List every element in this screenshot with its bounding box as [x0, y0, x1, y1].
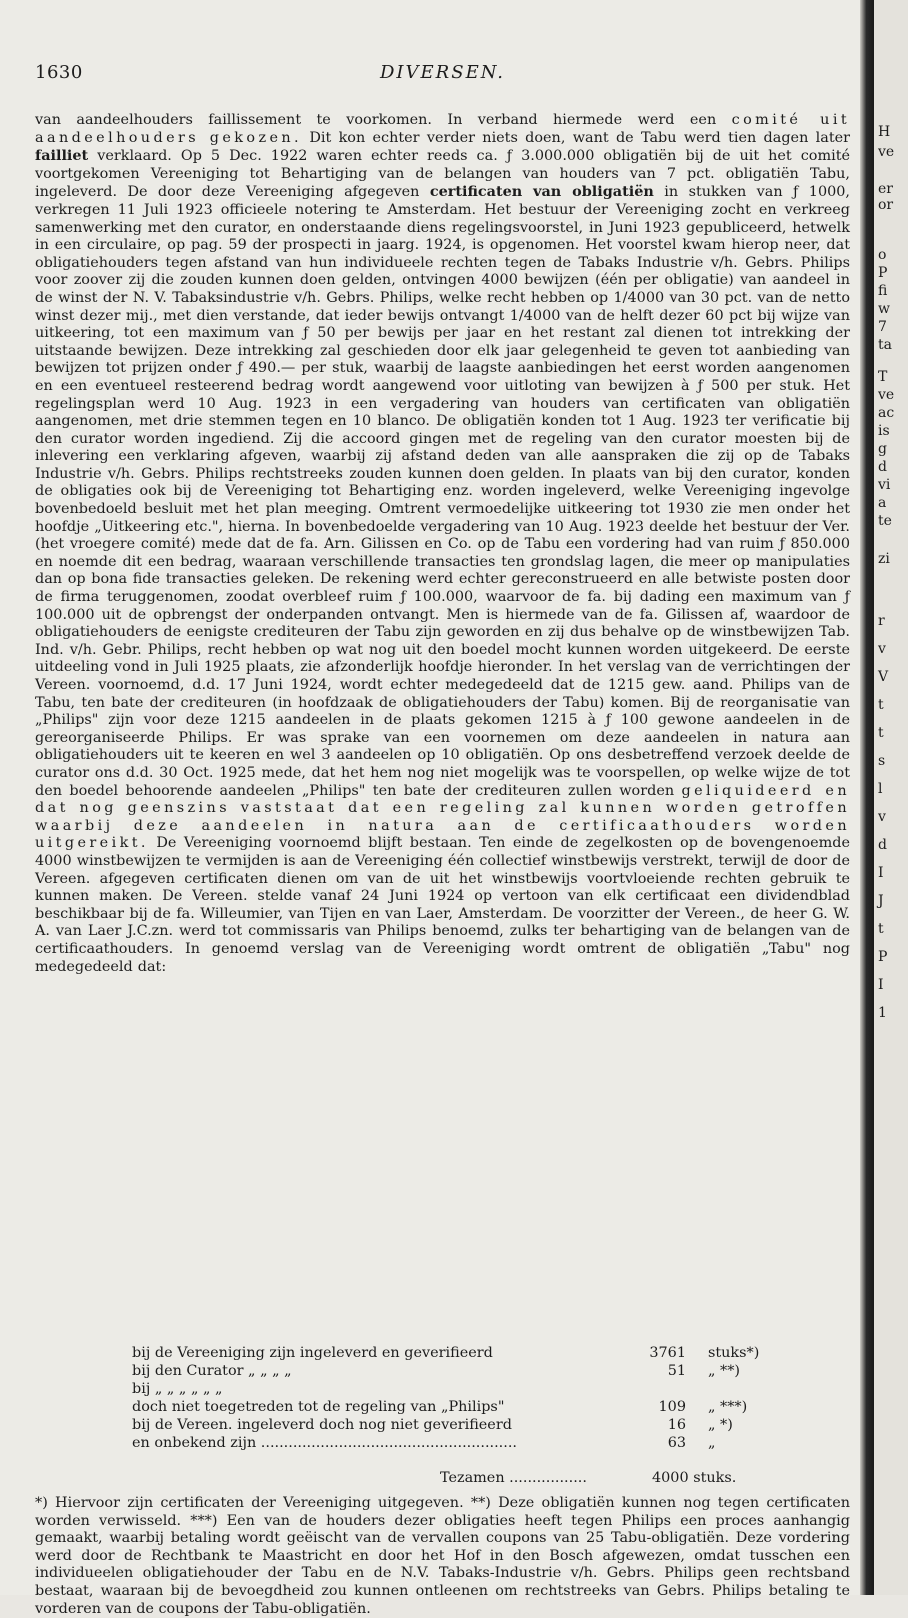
adjacent-page-fragment: P	[878, 265, 888, 281]
footnotes	[35, 1495, 850, 1618]
adjacent-page-fragment: t	[878, 697, 884, 713]
adjacent-page-fragment: d	[878, 459, 887, 475]
tally-label: en onbekend zijn ........................................................	[132, 1435, 517, 1451]
adjacent-page-fragment: g	[878, 441, 887, 457]
tally-row	[0, 1363, 868, 1381]
adjacent-page-fragment: 7	[878, 319, 887, 335]
adjacent-page-fragment: r	[878, 613, 885, 629]
tally-unit: „	[708, 1435, 716, 1451]
adjacent-page-fragment: ac	[878, 405, 895, 421]
adjacent-page-fragment: v	[878, 641, 886, 657]
adjacent-page-fragment: w	[878, 301, 890, 317]
running-title: DIVERSEN.	[380, 62, 506, 83]
tally-row	[0, 1345, 868, 1363]
adjacent-page-fragment: ta	[878, 337, 892, 353]
body-text-part: De Vereeniging voornoemd blijft bestaan. Ten einde de zegelkosten op de bovengenoemde 4000 winstbewijzen te vermijden is aan de Vereeniging één collectief winstbewijs verstrekt, terwijl de door de Vereen. afgegeven certificaten dienen om van de uit het winstbewijs voortvloeiende rechten gebruik te kunnen maken. De Vereen. stelde vanaf 24 Juni 1924 op vertoon van elk certificaat een dividendblad beschikbaar bij de fa. Willeumier, van Tijen en van Laer, Amsterdam. De voorzitter der Vereen., de heer G. W. A. van Laer J.C.zn. werd tot commissaris van Philips benoemd, zulks ter behartiging van de belangen van de certificaathouders. In genoemd verslag van de Vereeniging wordt omtrent de obligatiën „Tabu" nog medegedeeld dat:	[35, 835, 851, 975]
tally-unit: „ *)	[708, 1417, 733, 1433]
adjacent-page-fragment: I	[878, 977, 884, 993]
adjacent-page-fragment: a	[878, 495, 887, 511]
bold-certificaten: certificaten van obligatiën	[429, 183, 654, 201]
adjacent-page-fragment: 1	[878, 1005, 887, 1021]
tally-row	[0, 1417, 868, 1435]
footnote-text: *) Hiervoor zijn certificaten der Vereeniging uitgegeven. **) Deze obligatiën kunnen nog tegen certificaten worden verwisseld. ***) Een van de houders dezer obligaties heeft tegen Philips een proces aanhangig gemaakt, waarbij betaling wordt geëischt van de vervallen coupons van 25 Tabu-obligatiën. Deze vordering werd door de Rechtbank te Maastricht en door het Hof in den Bosch afgewezen, omdat tusschen een individueelen obligatiehouder der Tabu en de N.V. Tabaks-Industrie v/h. Gebrs. Philips geen rechtsband bestaat, waaraan bij de bevoegdheid zou kunnen ontleenen om rechtstreeks van Gebrs. Philips betaling te vorderen van de coupons der Tabu-obligatiën.	[35, 1495, 850, 1617]
tally-count: 51	[667, 1363, 686, 1379]
adjacent-page-fragment: v	[878, 809, 886, 825]
adjacent-page-fragment: zi	[878, 551, 890, 567]
adjacent-page-fragment: l	[878, 781, 883, 797]
adjacent-page-fragment: I	[878, 865, 884, 881]
tally-unit: „ ***)	[708, 1399, 748, 1415]
adjacent-page-fragment: t	[878, 921, 884, 937]
body-text-part: in stukken van ƒ 1000, verkregen 11 Juli 1923 officieele notering te Amsterdam. Het bestuur der Vereeniging zocht en verkreeg samenwerking met den curator, en onderstaande diens regelingsvoorstel, in Juni 1923 gepubliceerd, hetwelk in een circulaire, op pag. 59 der prospecti in jaarg. 1924, is opgenomen. Het voorstel kwam hierop neer, dat obligatiehouders tegen afstand van hun individueele rechten tegen de Tabaks Industrie v/h. Gebrs. Philips voor zoover zij die zouden kunnen doen gelden, ontvingen 4000 bewijzen (één per obligatie) van aandeel in de winst der N. V. Tabaksindustrie v/h. Gebrs. Philips, welke recht hebben op 1/4000 van 30 pct. van de netto winst dezer mij., met dien verstande, dat ieder bewijs ontvangt 1/4000 van de helft dezer 60 pct bij wijze van uitkeering, tot een maximum van ƒ 50 per bewijs per jaar en het restant zal dienen tot intrekking der uitstaande bewijzen. Deze intrekking zal geschieden door elk jaar gelegenheid te geven tot aanbieding van bewijzen tot prijzen onder ƒ 490.— per stuk, waarbij de laagste aanbiedingen het eerst worden aangenomen en een eventueel resteerend bedrag wordt aangewend voor uitloting van bewijzen à ƒ 500 per stuk. Het regelingsplan werd 10 Aug. 1923 in een vergadering van houders van certificaten van obligatiën aangenomen, met drie stemmen tegen en 10 blanco. De obligatiën konden tot 1 Aug. 1923 ter verificatie bij den curator worden ingediend. Zij die accoord gingen met de regeling van den curator moesten bij de inlevering een verklaring afgeven, waarbij zij afstand deden van alle aanspraken die zij op de Tabaks Industrie v/h. Gebrs. Philips rechtstreeks zouden kunnen doen gelden. In plaats van bij den curator, konden de obligaties ook bij de Vereeniging tot Behartiging enz. worden ingeleverd, welke Vereeniging ingevolge bovenbedoeld besluit met het plan meeging. Omtrent vermoedelijke uitkeering tot 1930 zie men onder het hoofdje „Uitkeering etc.", hierna. In bovenbedoelde vergadering van 10 Aug. 1923 deelde het bestuur der Ver. (het vroegere comité) mede dat de fa. Arn. Gilissen en Co. op de Tabu een vordering had van ruim ƒ 850.000 en noemde dit een bedrag, waaraan verschillende transacties ten grondslag lagen, die meer op manipulaties dan op bona fide transacties geleken. De rekening werd echter gereconstrueerd en alle betwiste posten door de firma teruggenomen, zoodat overbleef ruim ƒ 100.000, waarvoor de fa. bij dading een maximum van ƒ 100.000 uit de opbrengst der onderpanden ontvangt. Men is hiermede van de fa. Gilissen af, waardoor de obligatiehouders de eenigste crediteuren der Tabu zijn geworden en zij dus behalve op de winstbewijzen Tab. Ind. v/h. Gebr. Philips, recht hebben op wat nog uit den boedel mocht kunnen worden uitgekeerd. De eerste uitdeeling vond in Juli 1925 plaats, zie afzonderlijk hoofdje hieronder. In het verslag van de verrichtingen der Vereen. voornoemd, d.d. 17 Juni 1924, wordt echter medegedeeld dat de 1215 gew. aand. Philips van de Tabu, ten bate der crediteuren (in hoofdzaak de obligatiehouders der Tabu) komen. Bij de reorganisatie van „Philips" zijn voor deze 1215 aandeelen in de plaats gekomen 1215 à ƒ 100 gewone aandeelen in de gereorganiseerde Philips. Er was sprake van een voornemen om deze aandeelen in natura aan obligatiehouders uit te keeren en wel 3 aandeelen op 10 obligatiën. Op ons desbetreffend verzoek deelde de curator ons d.d. 30 Oct. 1925 mede, dat het hem nog niet mogelijk was te voorspellen, op welke wijze de tot den boedel behoorende aandeelen „Philips" ten bate der crediteuren zullen worden	[35, 184, 851, 799]
adjacent-page-fragment: d	[878, 837, 887, 853]
tally-count: 109	[658, 1399, 686, 1415]
bold-failliet: failliet	[35, 147, 89, 165]
adjacent-page-fragment: V	[878, 669, 889, 685]
body-text-part: Dit kon echter verder niets doen, want de Tabu werd tien dagen later	[309, 129, 851, 146]
adjacent-page-fragment: J	[878, 893, 884, 909]
adjacent-page-fragment: T	[878, 369, 888, 385]
adjacent-page-fragment: P	[878, 949, 888, 965]
tally-label: bij den Curator „ „ „ „	[132, 1363, 292, 1379]
adjacent-page-fragment: t	[878, 725, 884, 741]
adjacent-page-fragment: er	[878, 181, 893, 197]
tally-row	[0, 1399, 868, 1417]
adjacent-page-fragment: te	[878, 513, 892, 529]
page-number: 1630	[35, 62, 83, 83]
adjacent-page-fragment: ve	[878, 387, 895, 403]
body-paragraph	[35, 112, 850, 976]
body-text-part: van aandeelhouders faillissement te voorkomen. In verband hiermede werd een	[35, 112, 717, 128]
tally-label: doch niet toegetreden tot de regeling van „Philips"	[132, 1399, 505, 1415]
adjacent-page-fragment: H	[878, 124, 891, 140]
adjacent-page-fragment: ve	[878, 144, 895, 160]
adjacent-page-fragment: s	[878, 753, 886, 769]
body-text-part: verklaard. Op 5 Dec. 1922 waren echter reeds ca. ƒ 3.000.000 obligatiën bij de uit het comité voortgekomen Vereeniging tot Behartiging van de belangen van houders van 7 pct. obligatiën Tabu, ingeleverd. De door deze Vereeniging afgegeven	[35, 148, 850, 201]
adjacent-page-fragment: fi	[878, 283, 888, 299]
tally-count: 63	[667, 1435, 686, 1451]
spaced-committee-text: comité uit aandeelhouders gekozen.	[35, 112, 851, 146]
adjacent-page-fragment: o	[878, 247, 887, 263]
tally-label: bij „ „ „ „ „ „	[132, 1381, 223, 1397]
adjacent-page-fragment: vi	[878, 477, 891, 493]
adjacent-page-strip	[874, 0, 908, 1595]
tally-unit: stuks*)	[708, 1345, 760, 1361]
page-gutter-shadow	[860, 0, 874, 1595]
tally-count: 3761	[649, 1345, 686, 1361]
tally-total-value: 4000 stuks.	[652, 1470, 737, 1486]
body-text	[35, 112, 850, 976]
tally-row	[0, 1381, 868, 1399]
tally-label: bij de Vereeniging zijn ingeleverd en geverifieerd	[132, 1345, 493, 1361]
spaced-sentence: geliquideerd en dat nog geenszins vaststaat dat een regeling zal kunnen worden getroffen waarbij deze aandeelen in natura aan de certificaathouders worden uitgereikt.	[35, 782, 850, 852]
tally-count: 16	[667, 1417, 686, 1433]
adjacent-page-fragment: is	[878, 423, 890, 439]
tally-unit: „ **)	[708, 1363, 741, 1379]
tally-total-row	[0, 1470, 868, 1488]
adjacent-page-fragment: or	[878, 197, 894, 213]
tally-total-label: Tezamen .................	[440, 1470, 587, 1486]
tally-row	[0, 1435, 868, 1453]
tally-label: bij de Vereen. ingeleverd doch nog niet geverifieerd	[132, 1417, 512, 1433]
